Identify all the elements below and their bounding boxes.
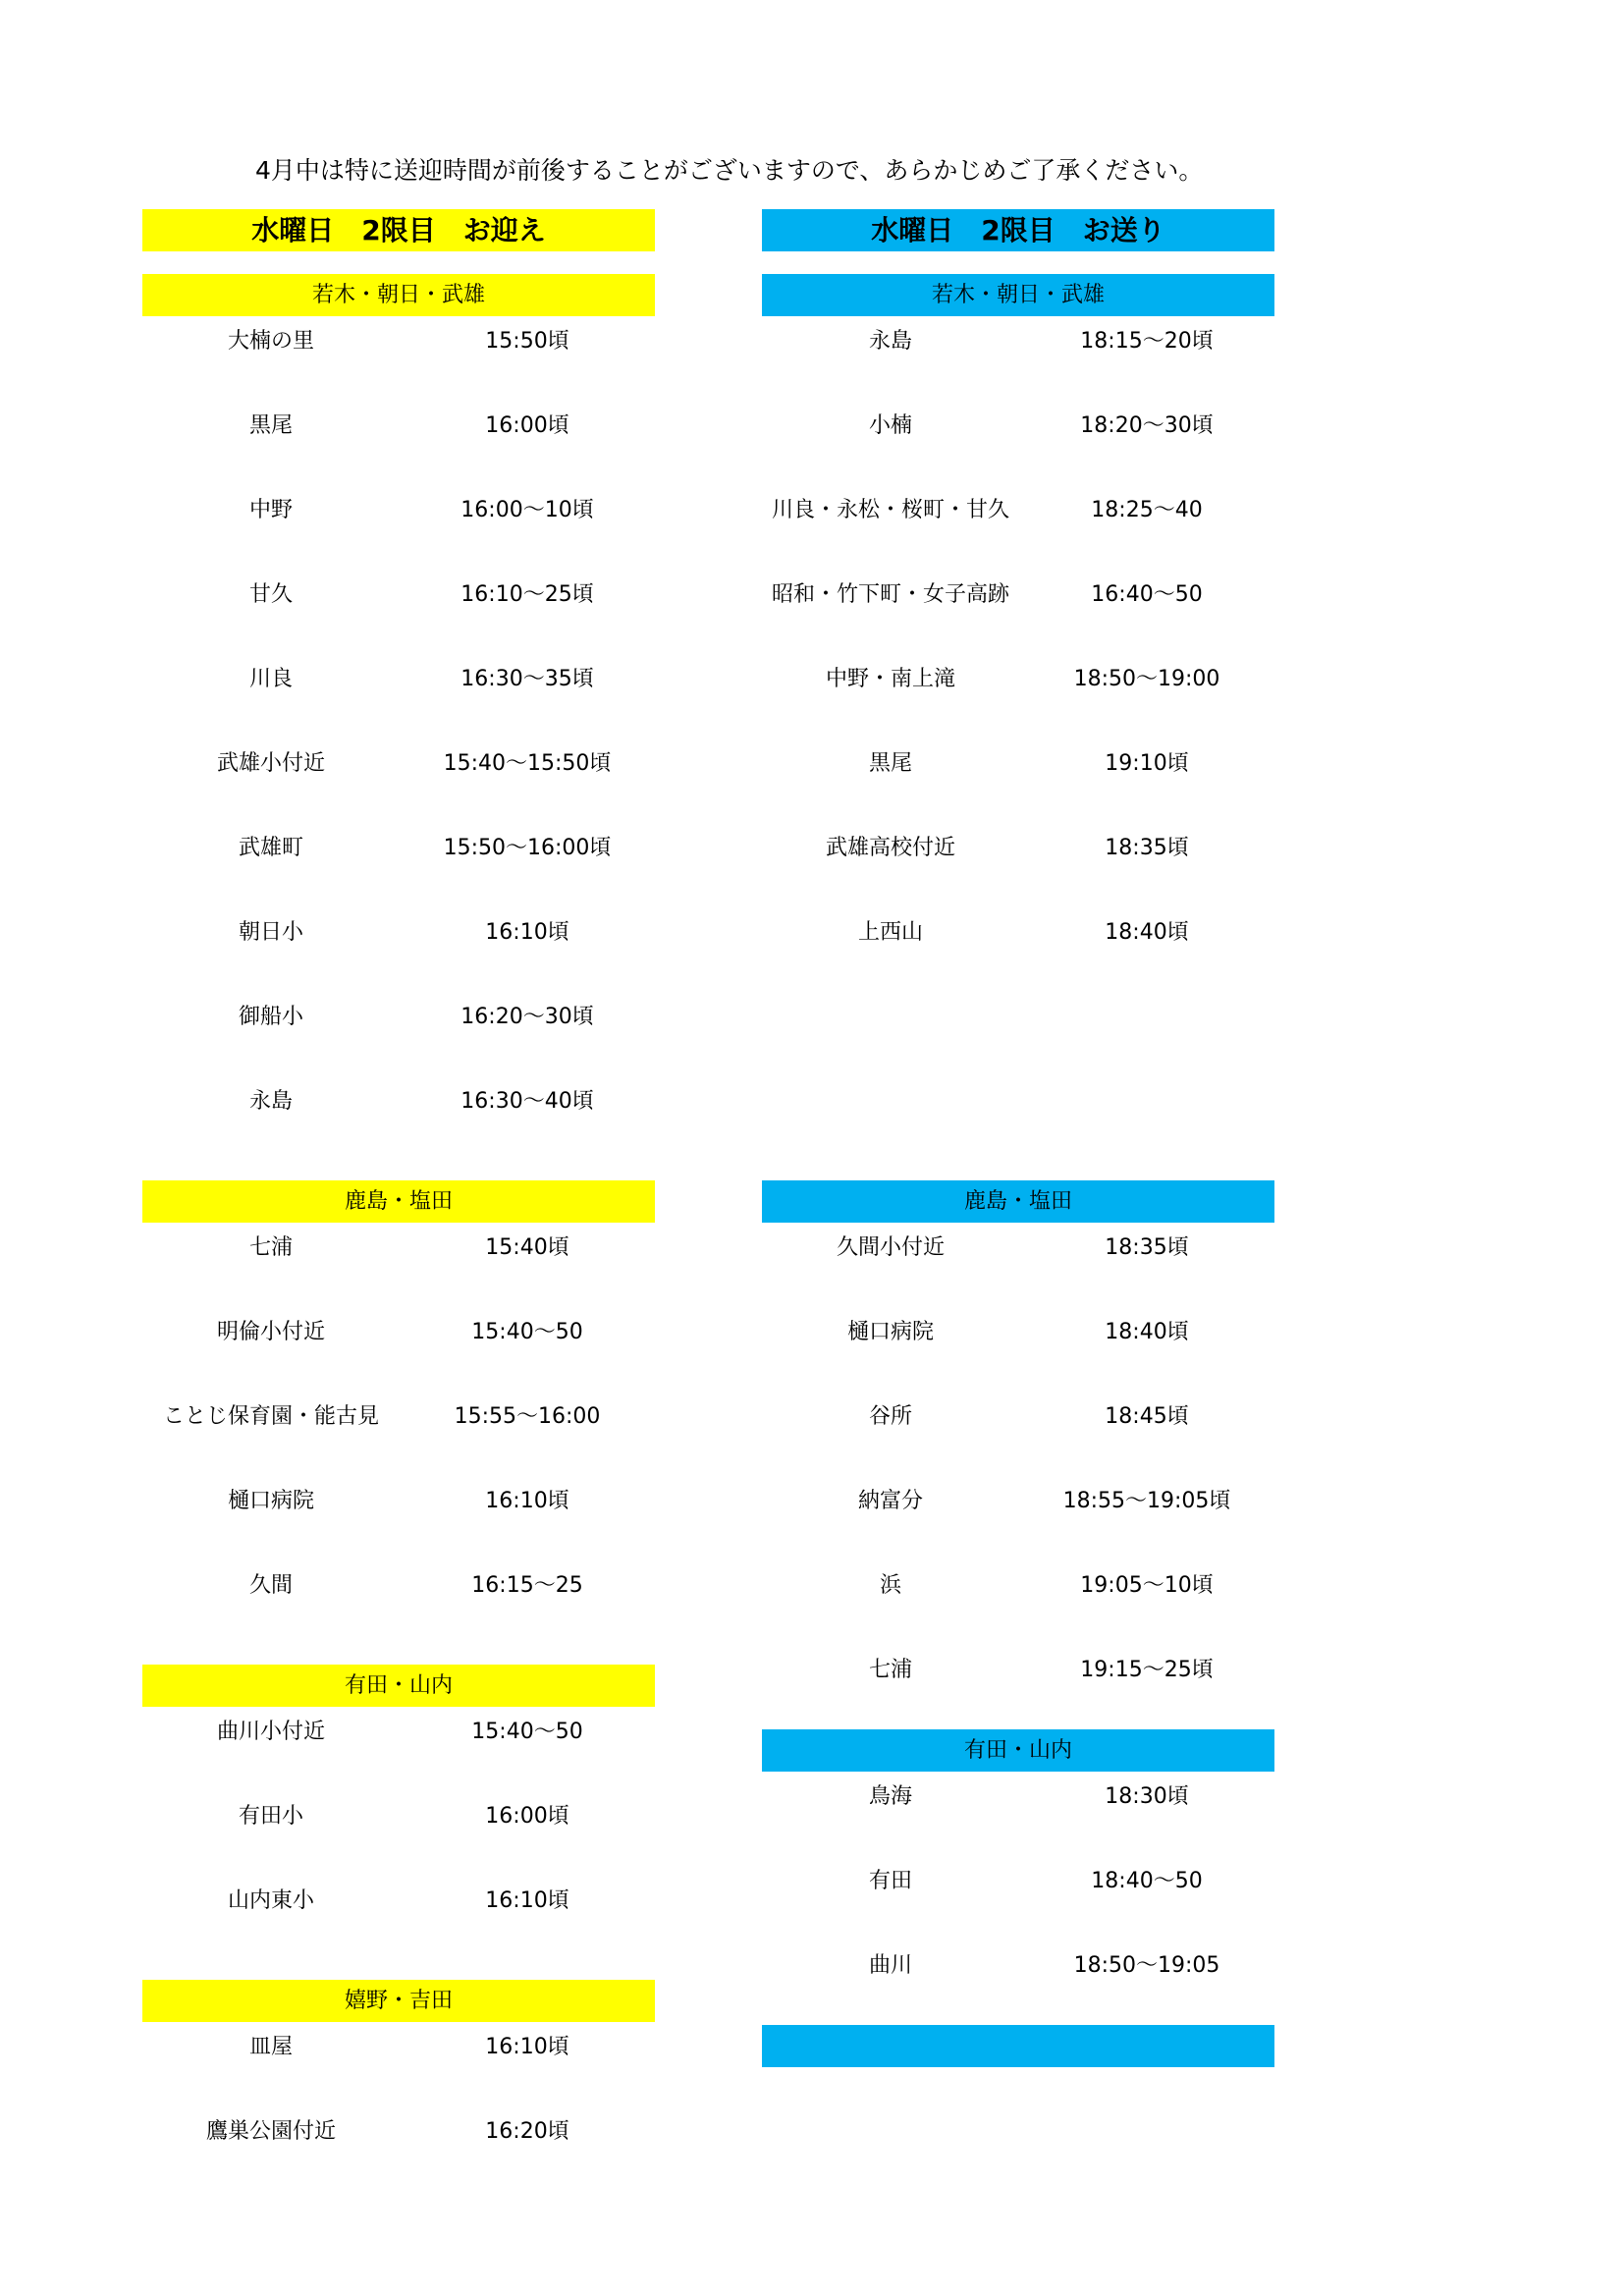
schedule-row xyxy=(762,1772,1274,1856)
stop-time: 18:20～30頃 xyxy=(1080,413,1214,438)
stop-name: 大楠の里 xyxy=(227,329,314,354)
schedule-row xyxy=(762,654,1274,738)
stop-time: 15:50～16:00頃 xyxy=(443,836,612,860)
schedule-row xyxy=(762,401,1274,485)
pickup-group-kashima xyxy=(142,1180,655,1645)
stop-time: 18:50～19:00 xyxy=(1073,667,1220,691)
area-header: 鹿島・塩田 xyxy=(142,1180,655,1223)
stop-name: 山内東小 xyxy=(227,1888,314,1913)
dropoff-group-arita xyxy=(762,1729,1274,2025)
stop-name: 武雄小付近 xyxy=(216,751,325,776)
stop-name: 上西山 xyxy=(857,920,923,945)
stop-time: 16:30～35頃 xyxy=(460,667,594,691)
stop-name: 皿屋 xyxy=(248,2035,293,2059)
stop-time: 16:10頃 xyxy=(485,2035,569,2059)
stop-name: 武雄高校付近 xyxy=(825,836,955,860)
schedule-row xyxy=(762,823,1274,907)
area-header: 有田・山内 xyxy=(762,1729,1274,1772)
dropoff-title: 水曜日 2限目 お送り xyxy=(762,209,1274,251)
schedule-row xyxy=(142,654,655,738)
stop-name: 久間小付近 xyxy=(836,1235,945,1260)
schedule-row xyxy=(142,1476,655,1560)
stop-time: 19:10頃 xyxy=(1105,751,1189,776)
schedule-row xyxy=(142,570,655,654)
stop-name: 小楠 xyxy=(868,413,912,438)
stop-time: 16:10頃 xyxy=(485,1888,569,1913)
dropoff-group-wakagi xyxy=(762,274,1274,1161)
stop-name: 昭和・竹下町・女子高跡 xyxy=(771,582,1009,607)
schedule-row xyxy=(142,1707,655,1791)
stop-time: 18:55～19:05頃 xyxy=(1062,1489,1231,1513)
schedule-row xyxy=(142,992,655,1076)
stop-time: 16:15～25 xyxy=(471,1573,583,1598)
schedule-row xyxy=(142,1223,655,1307)
schedule-row xyxy=(142,1392,655,1476)
schedule-row xyxy=(762,907,1274,992)
area-header: 若木・朝日・武雄 xyxy=(142,274,655,316)
pickup-group-arita xyxy=(142,1665,655,1960)
dropoff-column xyxy=(762,209,1274,2067)
stop-time: 18:25～40 xyxy=(1091,498,1203,522)
pickup-title: 水曜日 2限目 お迎え xyxy=(142,209,655,251)
stop-time: 19:15～25頃 xyxy=(1080,1658,1214,1682)
stop-name: 武雄町 xyxy=(238,836,303,860)
stop-name: 曲川 xyxy=(868,1953,912,1978)
pickup-group-wakagi xyxy=(142,274,655,1161)
stop-time: 15:40～15:50頃 xyxy=(443,751,612,776)
schedule-row xyxy=(142,1560,655,1645)
stop-time: 15:40頃 xyxy=(485,1235,569,1260)
stop-name: 樋口病院 xyxy=(846,1320,934,1344)
schedule-row xyxy=(142,1307,655,1392)
stop-time: 18:35頃 xyxy=(1105,836,1189,860)
stop-time: 18:45頃 xyxy=(1105,1404,1189,1429)
stop-name: 浜 xyxy=(879,1573,901,1598)
notice-text: 4月中は特に送迎時間が前後することがございますので、あらかじめご了承ください。 xyxy=(255,156,1204,185)
stop-name: 納富分 xyxy=(857,1489,923,1513)
stop-time: 15:40～50 xyxy=(471,1720,583,1744)
schedule-row xyxy=(142,1076,655,1161)
area-header: 若木・朝日・武雄 xyxy=(762,274,1274,316)
stop-name: 有田 xyxy=(868,1869,912,1893)
schedule-row xyxy=(762,1856,1274,1941)
stop-time: 16:00頃 xyxy=(485,413,569,438)
stop-time: 19:05～10頃 xyxy=(1080,1573,1214,1598)
stop-name: 七浦 xyxy=(248,1235,293,1260)
schedule-row xyxy=(762,1645,1274,1729)
schedule-row xyxy=(142,907,655,992)
stop-name: 七浦 xyxy=(868,1658,912,1682)
schedule-row xyxy=(762,1560,1274,1645)
stop-name: 谷所 xyxy=(868,1404,912,1429)
stop-time: 15:55～16:00 xyxy=(454,1404,601,1429)
stop-time: 18:30頃 xyxy=(1105,1784,1189,1809)
area-header: 鹿島・塩田 xyxy=(762,1180,1274,1223)
schedule-row xyxy=(762,570,1274,654)
stop-name: 鷹巣公園付近 xyxy=(205,2119,336,2144)
stop-time: 16:00頃 xyxy=(485,1804,569,1829)
stop-name: 甘久 xyxy=(248,582,293,607)
schedule-row xyxy=(762,316,1274,401)
stop-time: 18:50～19:05 xyxy=(1073,1953,1220,1978)
stop-time: 16:20頃 xyxy=(485,2119,569,2144)
schedule-row xyxy=(762,1392,1274,1476)
stop-name: 黒尾 xyxy=(248,413,293,438)
stop-time: 16:30～40頃 xyxy=(460,1089,594,1114)
stop-time: 18:35頃 xyxy=(1105,1235,1189,1260)
stop-time: 16:40～50 xyxy=(1091,582,1203,607)
schedule-row xyxy=(142,316,655,401)
dropoff-group-empty xyxy=(762,2025,1274,2067)
stop-time: 16:10頃 xyxy=(485,1489,569,1513)
schedule-row xyxy=(762,1223,1274,1307)
area-header xyxy=(762,2025,1274,2067)
area-header: 嬉野・吉田 xyxy=(142,1980,655,2022)
stop-name: 永島 xyxy=(868,329,912,354)
schedule-row xyxy=(762,738,1274,823)
stop-time: 16:20～30頃 xyxy=(460,1005,594,1029)
schedule-row xyxy=(142,738,655,823)
schedule-row xyxy=(762,1941,1274,2025)
stop-name: ことじ保育園・能古見 xyxy=(162,1404,379,1429)
pickup-column xyxy=(142,209,655,2191)
schedule-row xyxy=(142,485,655,570)
stop-name: 御船小 xyxy=(238,1005,303,1029)
stop-name: 中野・南上滝 xyxy=(825,667,955,691)
stop-name: 有田小 xyxy=(238,1804,303,1829)
stop-time: 16:00～10頃 xyxy=(460,498,594,522)
stop-name: 明倫小付近 xyxy=(216,1320,325,1344)
stop-time: 18:40～50 xyxy=(1091,1869,1203,1893)
schedule-row xyxy=(762,485,1274,570)
pickup-group-ureshino xyxy=(142,1980,655,2191)
stop-name: 川良 xyxy=(248,667,293,691)
stop-name: 曲川小付近 xyxy=(216,1720,325,1744)
stop-time: 15:50頃 xyxy=(485,329,569,354)
schedule-row xyxy=(142,401,655,485)
stop-time: 15:40～50 xyxy=(471,1320,583,1344)
schedule-row xyxy=(142,823,655,907)
stop-name: 朝日小 xyxy=(238,920,303,945)
schedule-row xyxy=(762,1307,1274,1392)
schedule-row xyxy=(762,1476,1274,1560)
stop-time: 18:40頃 xyxy=(1105,920,1189,945)
stop-name: 鳥海 xyxy=(868,1784,912,1809)
stop-time: 16:10頃 xyxy=(485,920,569,945)
stop-time: 16:10～25頃 xyxy=(460,582,594,607)
area-header: 有田・山内 xyxy=(142,1665,655,1707)
stop-name: 黒尾 xyxy=(868,751,912,776)
stop-time: 18:40頃 xyxy=(1105,1320,1189,1344)
stop-name: 永島 xyxy=(248,1089,293,1114)
schedule-row xyxy=(142,1791,655,1876)
stop-name: 中野 xyxy=(248,498,293,522)
stop-time: 18:15～20頃 xyxy=(1080,329,1214,354)
schedule-row xyxy=(142,2022,655,2106)
stop-name: 久間 xyxy=(248,1573,293,1598)
stop-name: 川良・永松・桜町・甘久 xyxy=(771,498,1009,522)
schedule-row xyxy=(142,1876,655,1960)
schedule-row xyxy=(142,2106,655,2191)
dropoff-group-kashima xyxy=(762,1180,1274,1729)
stop-name: 樋口病院 xyxy=(227,1489,314,1513)
